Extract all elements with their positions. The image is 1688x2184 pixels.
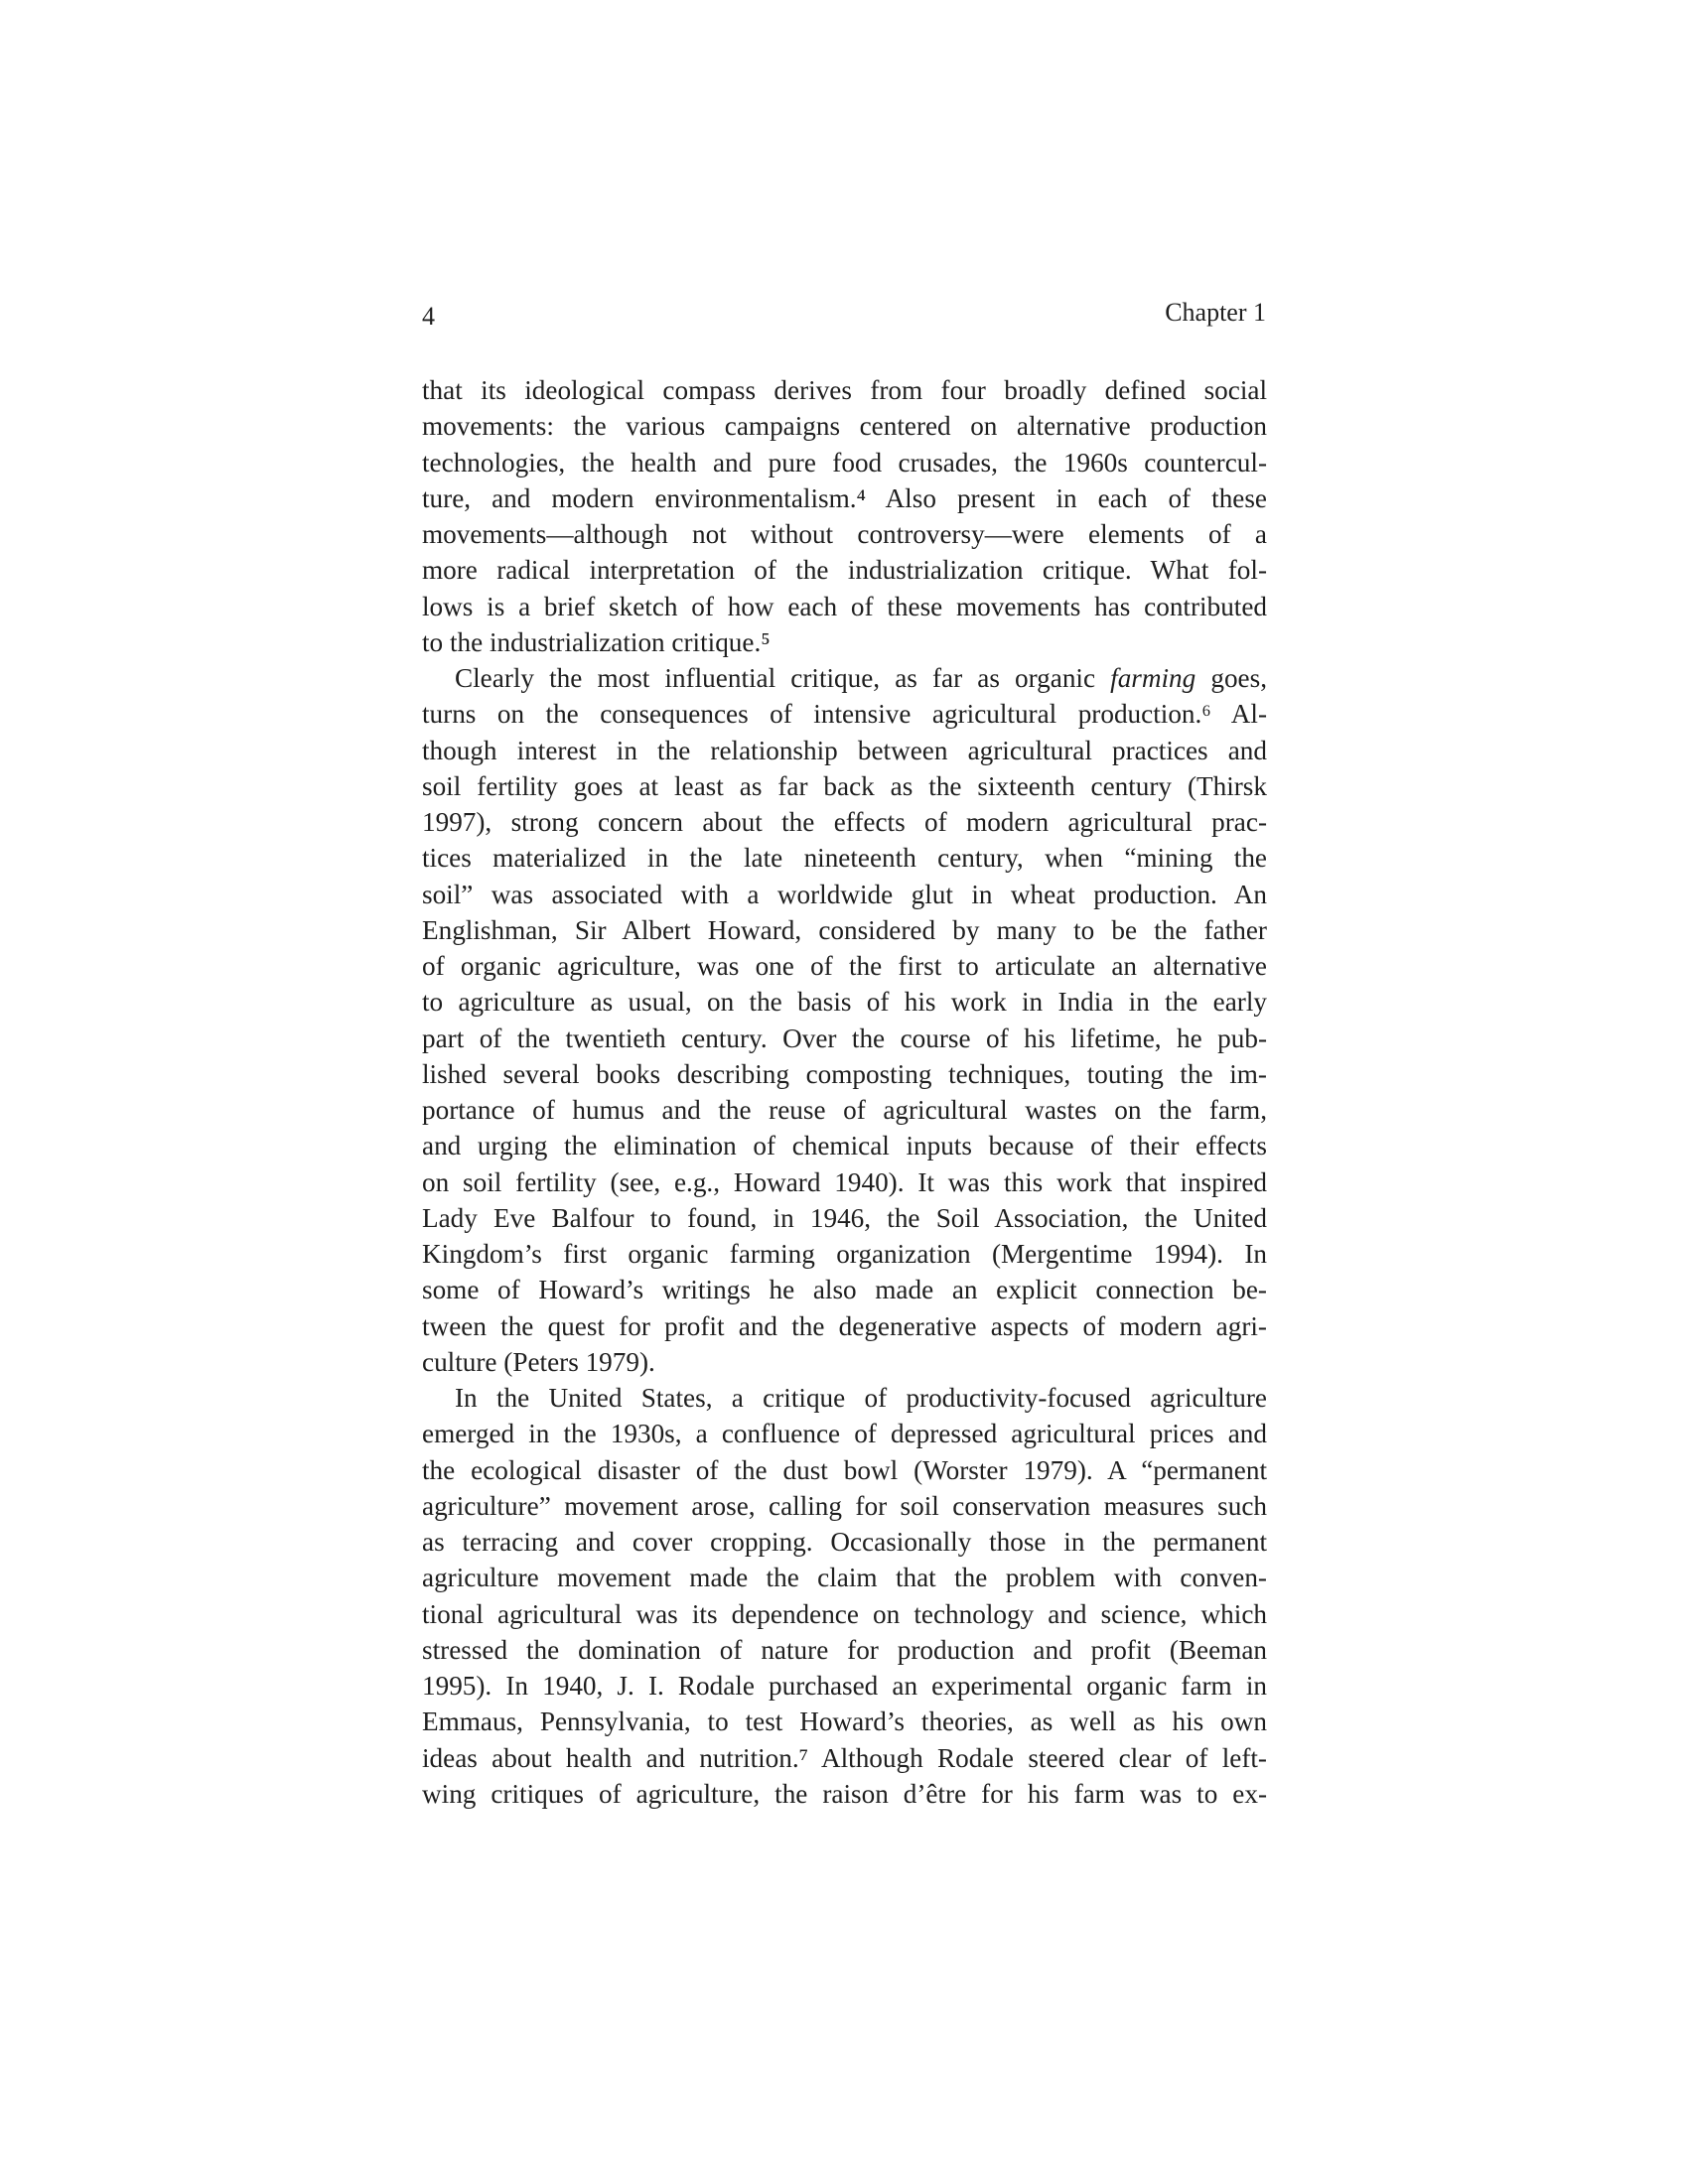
text-line: to the industrialization critique.⁵ (422, 626, 771, 657)
text-line: tional agricultural was its dependence on technology and science, which (422, 1598, 1267, 1629)
chapter-label: Chapter 1 (1165, 298, 1266, 327)
text-line: ideas about health and nutrition.⁷ Although Rodale steered clear of left- (422, 1742, 1267, 1773)
text-line: movements—although not without controversy—were elements of a (422, 519, 1267, 549)
text-line: technologies, the health and pure food crusades, the 1960s countercul- (422, 447, 1267, 478)
text-line: Englishman, Sir Albert Howard, considered by many to be the father (422, 914, 1267, 945)
text-line: ture, and modern environmentalism.⁴ Also present in each of these (422, 482, 1267, 513)
text-line: Lady Eve Balfour to found, in 1946, the Soil Association, the United (422, 1202, 1267, 1233)
emphasis: farming (1110, 663, 1196, 693)
text-line: stressed the domination of nature for production and profit (Beeman (422, 1634, 1267, 1665)
text-line: that its ideological compass derives from four broadly defined social (422, 375, 1267, 405)
text-line: culture (Peters 1979). (422, 1346, 655, 1377)
text-line: tween the quest for profit and the degenerative aspects of modern agri- (422, 1310, 1267, 1341)
text-line: In the United States, a critique of productivity-focused agriculture (455, 1383, 1267, 1413)
text-line: the ecological disaster of the dust bowl (Worster 1979). A “permanent (422, 1454, 1267, 1485)
text-line: agriculture” movement arose, calling for soil conservation measures such (422, 1490, 1267, 1521)
page-number: 4 (422, 302, 435, 331)
text-line: wing critiques of agriculture, the raison d’être for his farm was to ex- (422, 1778, 1267, 1809)
text-line: more radical interpretation of the industrialization critique. What fol- (422, 555, 1267, 586)
text-line: 1995). In 1940, J. I. Rodale purchased an experimental organic farm in (422, 1671, 1267, 1701)
text-line: though interest in the relationship between agricultural practices and (422, 735, 1267, 765)
text-line: movements: the various campaigns centered on alternative production (422, 411, 1267, 442)
text-line: of organic agriculture, was one of the first to articulate an alternative (422, 951, 1267, 981)
text-line: turns on the consequences of intensive agricultural production.⁶ Al- (422, 699, 1267, 730)
text-line: lished several books describing composting techniques, touting the im- (422, 1058, 1267, 1089)
text-line: soil” was associated with a worldwide glut in wheat production. An (422, 879, 1267, 909)
text-line: part of the twentieth century. Over the course of his lifetime, he pub- (422, 1023, 1267, 1053)
text-line: emerged in the 1930s, a confluence of depressed agricultural prices and (422, 1419, 1267, 1449)
text-line: as terracing and cover cropping. Occasionally those in the permanent (422, 1527, 1267, 1557)
text-line: 1997), strong concern about the effects of modern agricultural prac- (422, 807, 1267, 837)
text-line: some of Howard’s writings he also made an explicit connection be- (422, 1275, 1267, 1305)
text-line: and urging the elimination of chemical inputs because of their effects (422, 1131, 1267, 1161)
text-line: Kingdom’s first organic farming organization (Mergentime 1994). In (422, 1239, 1267, 1269)
text-line: portance of humus and the reuse of agricultural wastes on the farm, (422, 1095, 1267, 1125)
text-line: tices materialized in the late nineteenth century, when “mining the (422, 843, 1267, 874)
running-head (422, 296, 1266, 330)
text-line: soil fertility goes at least as far back as the sixteenth century (Thirsk (422, 770, 1267, 801)
text-line: agriculture movement made the claim that the problem with conven- (422, 1563, 1267, 1593)
text-line: lows is a brief sketch of how each of these movements has contributed (422, 591, 1267, 621)
text-line: on soil fertility (see, e.g., Howard 1940). It was this work that inspired (422, 1166, 1267, 1197)
body-text (422, 372, 1267, 1812)
text-line: Clearly the most influential critique, as far as organic farming goes, (455, 663, 1267, 693)
text-line: Emmaus, Pennsylvania, to test Howard’s theories, as well as his own (422, 1706, 1267, 1737)
text-line: to agriculture as usual, on the basis of his work in India in the early (422, 987, 1267, 1018)
